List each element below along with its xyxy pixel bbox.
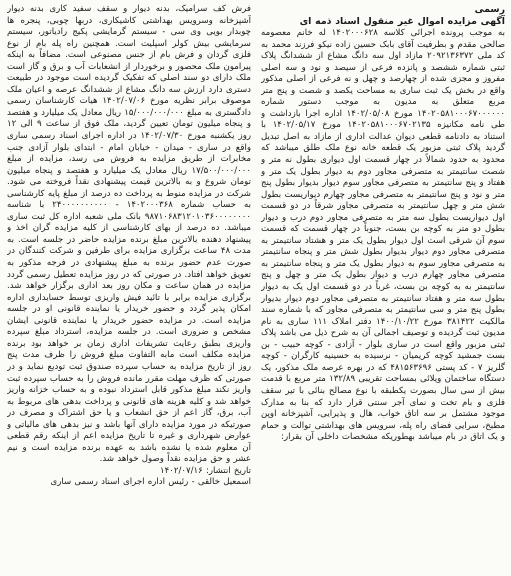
signature-line: اسمعیل خالقی - رئیس اداره اجرای اسناد رسمی ساری xyxy=(50,477,251,488)
notice-title: آگهی مزایده اموال غیر منقول اسناد ذمه ای xyxy=(299,16,505,27)
right-column xyxy=(261,4,505,570)
notice-body-right: به موجب پرونده اجرائی کلاسه ۱۴۰۲۰۰۰۶۲۸ له خانم معصومه صالحی مقدم و بطرفیت آقای بابک حسین زاده نیکو فرزند محمد به کد ملی ۲۰۹۲۱۳۶۳۷۲ مازاد اول سه دانگ مشاع از ششدانگ پلاک ثبتی شماره ششصد و پانزده فرعی از سیصد و نود و سه اصلی مفروز و مجزی شده از چهارصد و چهل و نه فرعی از اصلی مذکور واقع در بخش یک ثبت ساری به مساحت یکصد و شصت و پنج متر مربع متعلق به مدیون به موجب دستور شماره ۱۴۰۲۰۵۸۱۰۰۰۶۷۰۰۰۰۰۰ مورخ ۱۴۰۲/۰۵/۰۸ اداره اجرا بازداشت و طی نامه مکانیزه ۱۴۰۲۰۵۸۱۰۰۰۶۷۰۲۱۳۵ مورخ ۱۴۰۲/۰۵/۱۷ با استناد به دادنامه قطعی دیوان عدالت اداری از مازاد به اصل تبدیل گردید پلاک ثبتی مزبور یک قطعه خانه نوع ملک طلق میباشد که محدود به حدود شمالاً در چهار قسمت اول دیواری بطول نه متر و شصت سانتیمتر به متصرفی مجاور دوم به دیوار بطول یک متر و هفتاد و پنج سانتیمتر به متصرفی مجاور سوم دیوار بدیوار بطول پنج متر و نود و پنج سانتیمتر به متصرفی مجاور چهارم دیواریست بطول شش متر و چهل سانتیمتر به متصرفی مجاور شرقاً در دو قسمت اول دیواریست بطول سه متر به متصرفی مجاور دوم درب و دیوار بطول دو متر به کوچه بن بست، جنوباً در چهار قسمت که قسمت سوم آن شرقی است اول دیوار بطول یک متر و هشتاد سانتیمتر به متصرفی مجاور دوم دیوار بدیوار بطول شش متر و پنجاه سانتیمتر به متصرفی مجاور سوم به دیوار بطول یک متر و پنجاه سانتیمتر به متصرفی مجاور چهارم درب و دیوار بطول یک متر و چهل و پنج سانتیمتر به به کوچه بن بست، غرباً در دو قسمت اول یک به دیوار بطول سه متر و هفتاد سانتیمتر به متصرفی مجاور دوم دیوار بدیوار بطول پنج متر و سی سانتیمتر به متصرفی مجاور که با شماره سند مالکیت ۳۸۱۴۲۲ مورخ ۱۴۰۰/۱۰/۲۲ دفتر املاک ۱۱۱ ساری به نام مدیون ثبت گردیده و توصیف اجمالی آن به شرح ذیل می باشد پلاک ثبتی مزبور واقع است در ساری بلوار - آزادی - کوچه حبیب - بن بست جمشید کوچه کریمیان - نرسیده به حسینیه کارگران - کوچه گلریز ۷ - کد پستی ۴۸۱۵۶۳۶۹۶ که در بهره عرصه ملک مذکور، یک دستگاه ساختمان ویلائی بمساحت تقریبی ۱۳۲/۸۹ متر مربع با قدمت بیش از سی سال بصورت یکطبقه با نوع مصالح بنائی با تیر سقف فلزی و بام تخت و نمای آجر سنتی قرار دارد که بنا به مدارک موجود مشتمل بر سه اتاق خواب، هال و پذیرایی، آشپزخانه اوپن مطبخ، سرایی فضای راه پله، سرویس های بهداشتی توالت و حمام و یک اتاق در بام میباشد بهطوریکه مشخصات داخلی آن بقرار: xyxy=(261,28,505,443)
notice-heading: رسمی xyxy=(474,4,505,15)
left-column xyxy=(7,4,251,570)
notice-body-left: فرش کف سرامیک، بدنه دیوار و سقف سفید کاری بدنه دیوار آشپزخانه وسرویس بهداشتی کاشیکاری، دربها چوبی، پنجره ها چوبدار بویی وی سی - سیستم گرمایشی پکیج رادیاتور، سیستم سرمایشی بیش کولر اسپلیت است. همچنین راه پله بام از نوع فلزی گردان و فرش بام از جنس مصنوعی است. مضافاً به اینکه پیرامون ملک محصور و برخوردار از انشعابات آب و برق و گاز است ملک دارای دو سند اصلی که تفکیک گردیده است موجود در طبیعت دستری دارد ارزش سه دانگ مشاع از ششدانگ عرصه و اعیان ملک موصوف برابر نظریه مورخ ۱۴۰۲/۰۷/۰۶ هیات کارشناسان رسمی دادگستری به مبلغ ۱۵/۰۰۰/۰۰۰/۰۰۰ ریال معادل یک میلیارد و هفتصد و پنجاه میلیون تومان تعیین گردید، ملک فوق از ساعت ۹ الی ۱۲ روز یکشنبه مورخ ۱۴۰۲/۰۷/۳۰ در اداره اجرای اسناد رسمی ساری واقع در ساری - میدان - خیابان امام - ابتدای بلوار آزادی جنب مخابرات از طریق مزایده به فروش می رسد، مزایده از مبلغ ۱۷/۵۰۰/۰۰۰/۰۰۰ ریال معادل یک میلیارد و هفتصد و پنجاه میلیون تومان شروع و به بالاترین قیمت پیشنهادی نقداً فروخته می شود. شرکت در مزایده منوط به پرداخت ده درصد از مبلغ پایه کارشناسی به حساب شماره ۱۴۰۲۰۰۰۳۶۸ - ۲۴۰۰۰۰۰۰۰۰۰۰ با شناسه ۹۸۷۱۰۶۸۳۱۲۰۱۰۳۶۰۰۰۰۰۰۰۰ بانک ملی شعبه اداره کل ثبت ساری میباشد. ده درصد از بهای کارشناسی از کلیه مزایده گران اخذ و پیشنهاد دهنده بالاترین مبلغ برنده مزایده حاضر در جلسه است. به مدت ۴۸ ساعت برگزاری مزایده برای طرفین و شرکت کنندگان در صورت عدم حضور برنده به مبلغ پیشنهادی در فرجه مذکور به تعویق خواهد افتاد. در صورتی که در روز مزایده تعطیل رسمی گردد مزایده در همان ساعت و مکان روز بعد اداری برگزار خواهد شد. برگزاری مزایده برابر با تائید فیش واریزی توسط حسابداری اداره امکان پذیر گردد و حضور خریدار یا نماینده قانونی او در جلسه مزایده است. در مزایده حضور خریدار یا نماینده قانونی ایشان مشخص و ضروری است. در جلسه مزایده، استرداد مبلغ سپرده واریزی بطبق رعایت تشریفات اداری زمان بر خواهد بود برنده مزایده مکلف است مابه التفاوت مبلغ فروش را ظرف مدت پنج روز از تاریخ مزایده به حساب سپرده صندوق ثبت تودیع نماید و در صورتی که ظرف مهلت مقرر مانده فروش را به حساب سپرده ثبت واریز نکند مبلغ مذکور قابل استرداد نبوده و به حساب خزانه واریز خواهد شد و کلیه هزینه های قانونی و پرداخت بدهی های مربوط به آب، برق، گاز اعم از حق انشعاب و یا حق اشتراک و مصرف در صورتیکه در مورد مزایده دارای آنها باشد و نیز بدهی های مالیاتی و عوارض شهرداری و غیره تا تاریخ مزایده اعم از اینکه رقم قطعی آن معلوم شده یا نشده باشد به عهده برنده مزایده است و نیم عشر و حق مزایده نقداً وصول خواهد شد. xyxy=(7,4,251,465)
publication-date: تاریخ انتشار: ۱۴۰۲/۰۷/۱۶ xyxy=(160,465,251,476)
